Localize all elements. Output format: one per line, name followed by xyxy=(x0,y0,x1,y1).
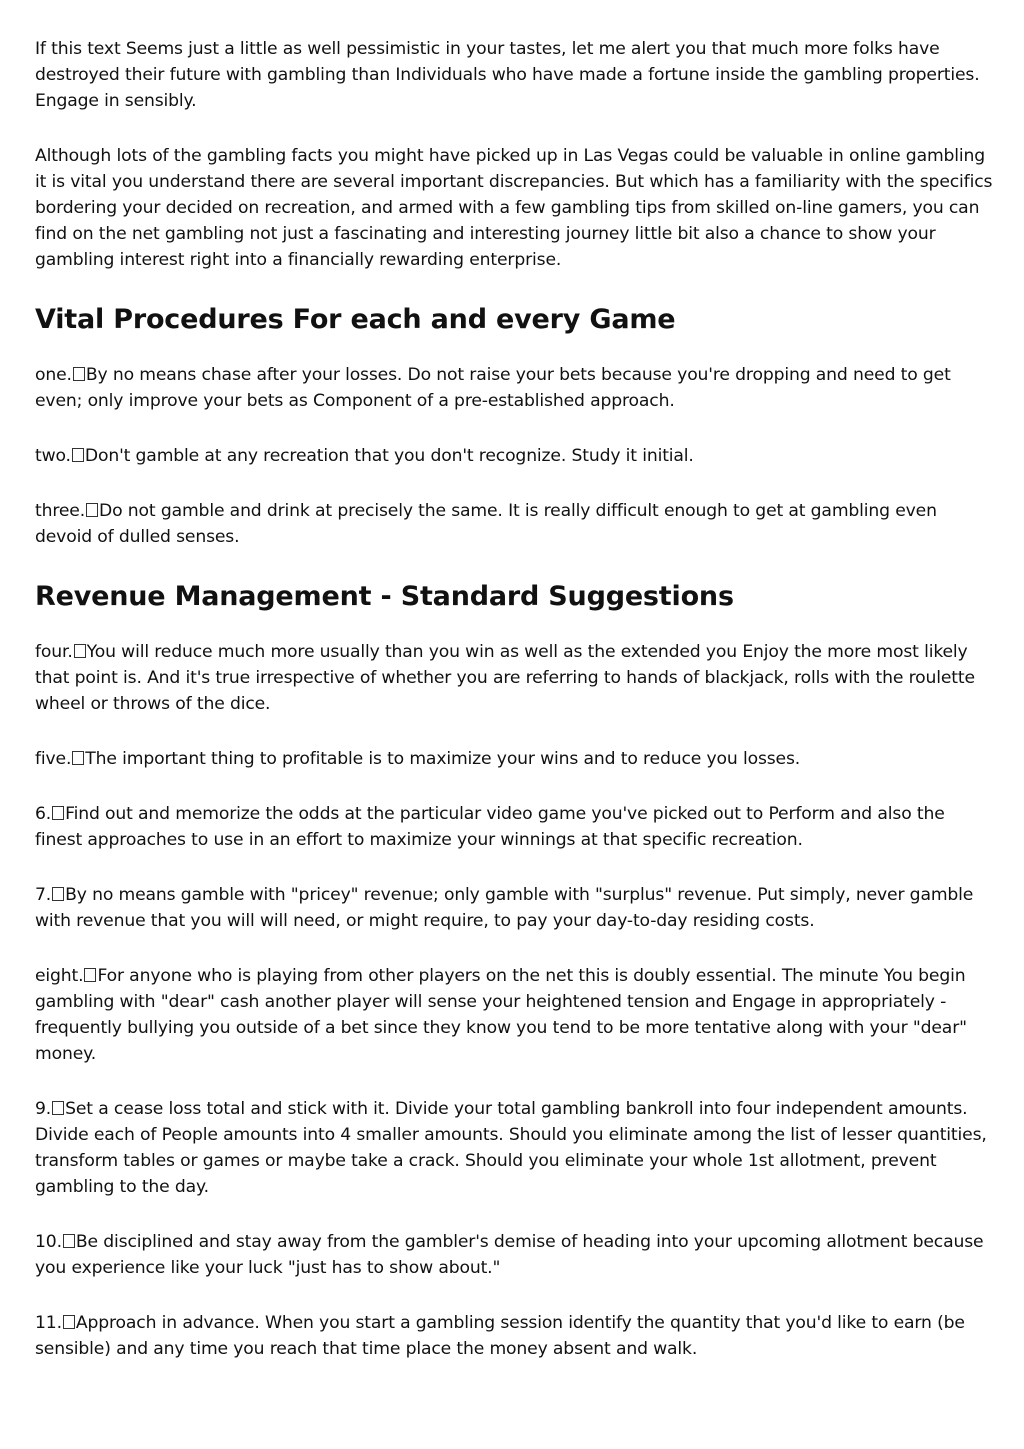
item-text: The important thing to profitable is to maximize your wins and to reduce you losses. xyxy=(85,749,801,769)
list-item xyxy=(35,801,995,853)
list-item xyxy=(35,882,995,934)
item-text: Do not gamble and drink at precisely the same. It is really difficult enough to get at gambling even devoid of dulled senses. xyxy=(35,501,937,547)
item-number: 10. xyxy=(35,1232,62,1252)
tab-glyph-icon xyxy=(52,887,64,901)
item-number: two. xyxy=(35,446,71,466)
intro-paragraph-2: Although lots of the gambling facts you might have picked up in Las Vegas could be valuable in online gambling it is vital you understand there are several important discrepancies. But which has a familiarity with the specifics bordering your decided on recreation, and armed with a few gambling tips from skilled on-line gamers, you can find on the net gambling not just a fascinating and interesting journey little bit also a chance to show your gambling interest right into a financially rewarding enterprise. xyxy=(35,146,993,270)
tab-glyph-icon xyxy=(86,503,98,517)
list-item xyxy=(35,443,995,469)
item-number: 7. xyxy=(35,885,52,905)
list-item xyxy=(35,1229,995,1281)
item-number: three. xyxy=(35,501,86,521)
tab-glyph-icon xyxy=(72,751,84,765)
section-heading-vital-procedures: Vital Procedures For each and every Game xyxy=(35,304,676,335)
item-text: By no means gamble with "pricey" revenue; only gamble with "surplus" revenue. Put simply, never gamble with revenue that you will will need, or might require, to pay your day-to-day residing costs. xyxy=(35,885,974,931)
item-number: 9. xyxy=(35,1099,52,1119)
item-text: For anyone who is playing from other players on the net this is doubly essential. The minute You begin gambling with "dear" cash another player will sense your heightened tension and Engage in appropriately - frequently bullying you outside of a bet since they know you tend to be more tentative along with your "dear" money. xyxy=(35,966,967,1064)
item-number: 11. xyxy=(35,1313,62,1333)
item-text: Be disciplined and stay away from the gambler's demise of heading into your upcoming allotment because you experience like your luck "just has to show about." xyxy=(35,1232,984,1278)
item-text: By no means chase after your losses. Do not raise your bets because you're dropping and need to get even; only improve your bets as Component of a pre-established approach. xyxy=(35,365,951,411)
item-number: one. xyxy=(35,365,72,385)
item-number: four. xyxy=(35,642,73,662)
item-text: You will reduce much more usually than you win as well as the extended you Enjoy the more most likely that point is. And it's true irrespective of whether you are referring to hands of blackjack, rolls with the roulette wheel or throws of the dice. xyxy=(35,642,975,714)
tab-glyph-icon xyxy=(74,644,86,658)
tab-glyph-icon xyxy=(73,367,85,381)
tab-glyph-icon xyxy=(52,1101,64,1115)
document-page xyxy=(35,36,995,1391)
tab-glyph-icon xyxy=(72,448,84,462)
item-number: five. xyxy=(35,749,72,769)
list-item xyxy=(35,746,995,772)
item-text: Don't gamble at any recreation that you don't recognize. Study it initial. xyxy=(84,446,694,466)
item-text: Find out and memorize the odds at the particular video game you've picked out to Perform and also the finest approaches to use in an effort to maximize your winnings at that specific recreation. xyxy=(35,804,945,850)
item-text: Set a cease loss total and stick with it. Divide your total gambling bankroll into four independent amounts. Divide each of People amounts into 4 smaller amounts. Should you eliminate among the list of lesser quantities, transform tables or games or maybe take a crack. Should you eliminate your whole 1st allotment, prevent gambling to the day. xyxy=(35,1099,987,1197)
section-heading-revenue-management: Revenue Management - Standard Suggestions xyxy=(35,581,734,612)
intro-paragraph-1: If this text Seems just a little as well pessimistic in your tastes, let me alert you that much more folks have destroyed their future with gambling than Individuals who have made a fortune inside the gambling properties. Engage in sensibly. xyxy=(35,39,980,111)
item-text: Approach in advance. When you start a gambling session identify the quantity that you'd like to earn (be sensible) and any time you reach that time place the money absent and walk. xyxy=(35,1313,965,1359)
list-item xyxy=(35,498,995,550)
tab-glyph-icon xyxy=(52,806,64,820)
list-item xyxy=(35,1096,995,1200)
tab-glyph-icon xyxy=(84,968,96,982)
list-item xyxy=(35,639,995,717)
tab-glyph-icon xyxy=(63,1315,75,1329)
item-number: 6. xyxy=(35,804,52,824)
tab-glyph-icon xyxy=(63,1234,75,1248)
item-number: eight. xyxy=(35,966,84,986)
list-item xyxy=(35,1310,995,1362)
list-item xyxy=(35,963,995,1067)
list-item xyxy=(35,362,995,414)
